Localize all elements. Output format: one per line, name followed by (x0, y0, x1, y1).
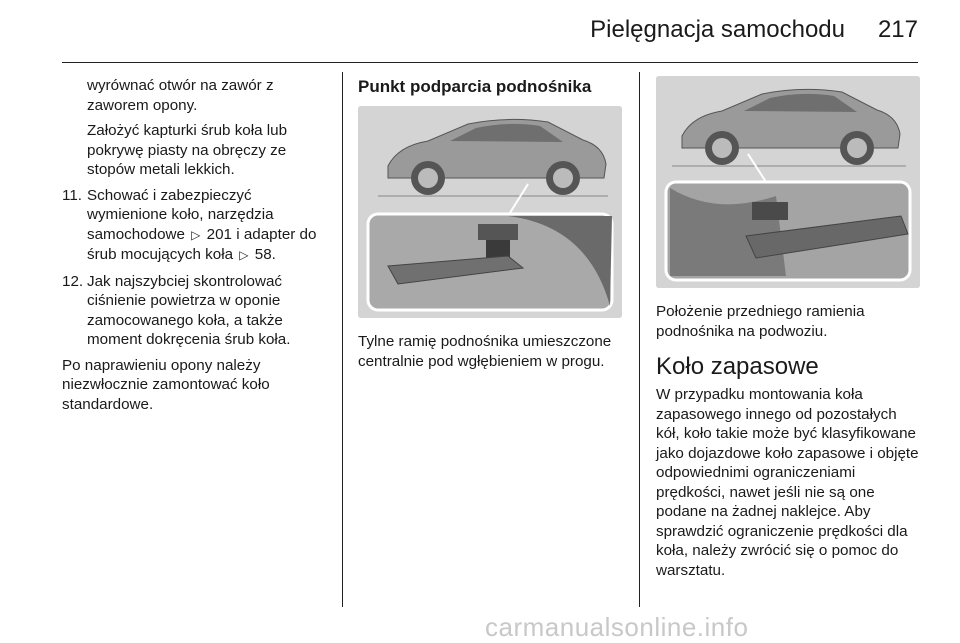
header-rule (62, 62, 918, 63)
item11-text-b: i adapter do śrub mocujących koła (87, 225, 317, 263)
page-number: 217 (877, 16, 918, 43)
rear-jack-figure (358, 106, 622, 318)
list-item-text: Jak najszybciej skontrolować ciśnienie powietrza w oponie zamocowanego koła, a także moment dokręcenia śrub koła. (87, 272, 291, 348)
paragraph-caps: Założyć kapturki śrub koła lub pokrywę piasty na obręczy ze stopów metali lekkich. (87, 122, 288, 178)
column-2 (358, 76, 630, 377)
spare-wheel-body: W przypadku montowania koła zapasowego innego od pozostałych kół, koło takie może być klasyfikowane jako dojazdowe koło zapasowe i objęte odpowiednimi ograniczeniami prędkości, nawet jeśli nie są one podane na żadnej naklejce. Aby sprawdzić ograniczenie prędkości dla koła, należy zwrócić się o pomoc do warsztatu. (656, 386, 919, 579)
paragraph-valve (62, 76, 334, 115)
column-3 (656, 76, 924, 586)
section-heading-spare-wheel: Koło zapasowe (656, 353, 819, 380)
front-jack-figure (656, 76, 920, 288)
figure-caption: Tylne ramię podnośnika umieszczone centralnie pod wgłębieniem w progu. (358, 333, 612, 370)
paragraph-after-repair: Po naprawieniu opony należy niezwłocznie zamontować koło standardowe. (62, 356, 270, 413)
list-item-12 (62, 272, 334, 350)
column-divider-2 (639, 72, 640, 607)
column-1 (62, 76, 334, 420)
rear-jack-illustration (358, 106, 622, 318)
list-item-text (87, 186, 334, 266)
item11-text-a: Schować i zabezpieczyć wymienione koło, narzędzia samochodowe (87, 186, 274, 243)
page-header-title: Pielęgnacja samochodu (590, 16, 845, 43)
list-number: 12. (62, 272, 84, 290)
figure-caption: Położenie przedniego ramienia podnośnika na podwoziu. (656, 303, 865, 340)
watermark: carmanualsonline.info (485, 612, 749, 642)
triangle-right-icon: ▷ (191, 227, 201, 242)
list-item-11 (62, 186, 334, 266)
paragraph-valve-line2: zaworem opony. (87, 96, 198, 114)
front-jack-illustration (656, 76, 920, 288)
list-number: 11. (62, 186, 82, 204)
column-divider-1 (342, 72, 343, 607)
page-ref-link[interactable]: 201 (206, 225, 232, 243)
page-ref-link[interactable]: 58. (254, 246, 276, 263)
paragraph-valve-line1: wyrównać otwór na zawór z (87, 77, 274, 94)
triangle-right-icon: ▷ (239, 248, 249, 262)
section-heading: Punkt podparcia podnośnika (358, 77, 592, 96)
